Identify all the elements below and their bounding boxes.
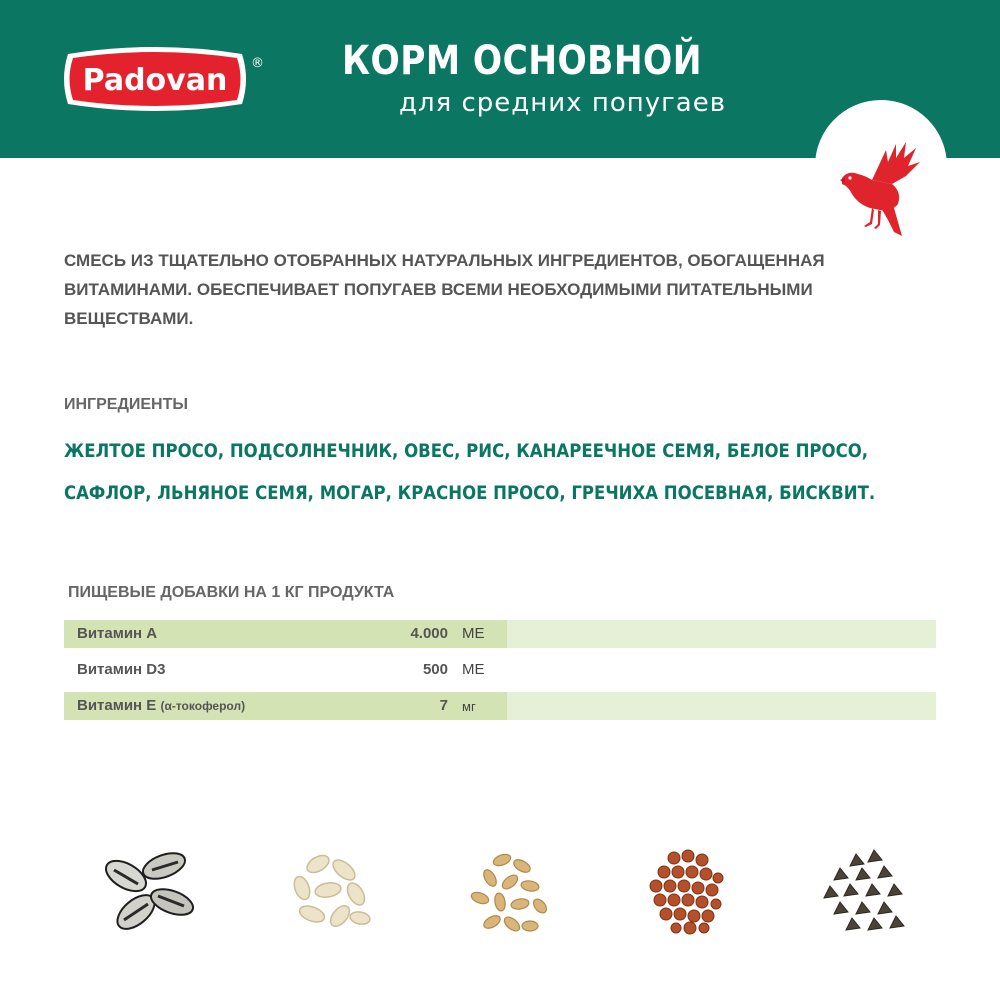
table-row [64, 692, 936, 720]
bird-icon [836, 140, 926, 240]
buckwheat-icon [806, 830, 926, 950]
additive-value: 7 [439, 697, 448, 714]
additives-heading: ПИЩЕВЫЕ ДОБАВКИ НА 1 КГ ПРОДУКТА [68, 584, 395, 601]
page-title: КОРМ ОСНОВНОЙ [342, 38, 702, 84]
table-row [64, 620, 936, 648]
ingredients-heading: ИНГРЕДИЕНТЫ [64, 396, 189, 413]
red-millet-icon [628, 830, 748, 950]
ingredients-line-2: САФЛОР, ЛЬНЯНОЕ СЕМЯ, МОГАР, КРАСНОЕ ПРОСО, ГРЕЧИХА ПОСЕВНАЯ, БИСКВИТ. [64, 482, 876, 504]
additive-unit: МЕ [462, 661, 485, 678]
additive-value: 4.000 [410, 625, 448, 642]
additive-note: (α-токоферол) [160, 699, 246, 713]
additive-name: Витамин D3 [77, 661, 166, 678]
hulled-sunflower-seeds-icon [272, 830, 392, 950]
page-subtitle: для средних попугаев [399, 88, 727, 118]
additive-name: Витамин A [77, 625, 158, 642]
additive-name-with-note [77, 697, 245, 714]
product-description: СМЕСЬ ИЗ ТЩАТЕЛЬНО ОТОБРАННЫХ НАТУРАЛЬНЫХ ИНГРЕДИЕНТОВ, ОБОГАЩЕННАЯ ВИТАМИНАМИ. ОБЕСПЕЧИВАЕТ ПОПУГАЕВ ВСЕМИ НЕОБХОДИМЫМИ ПИТАТЕЛЬНЫМИ ВЕЩЕСТВАМИ. [64, 251, 825, 328]
additive-unit: МЕ [462, 625, 485, 642]
additive-name: Витамин E [77, 697, 157, 714]
sunflower-seeds-icon [92, 830, 212, 950]
seed-images-row [0, 830, 1000, 950]
logo-text: Padovan [82, 63, 228, 98]
ingredients-line-1: ЖЕЛТОЕ ПРОСО, ПОДСОЛНЕЧНИК, ОВЕС, РИС, КАНАРЕЕЧНОЕ СЕМЯ, БЕЛОЕ ПРОСО, [64, 440, 869, 462]
additive-value: 500 [422, 661, 448, 678]
registered-mark: ® [251, 56, 264, 71]
additive-unit: мг [462, 699, 476, 714]
additives-table [64, 620, 936, 728]
oat-grains-icon [450, 830, 570, 950]
table-row [64, 656, 936, 684]
padovan-logo [60, 46, 250, 112]
